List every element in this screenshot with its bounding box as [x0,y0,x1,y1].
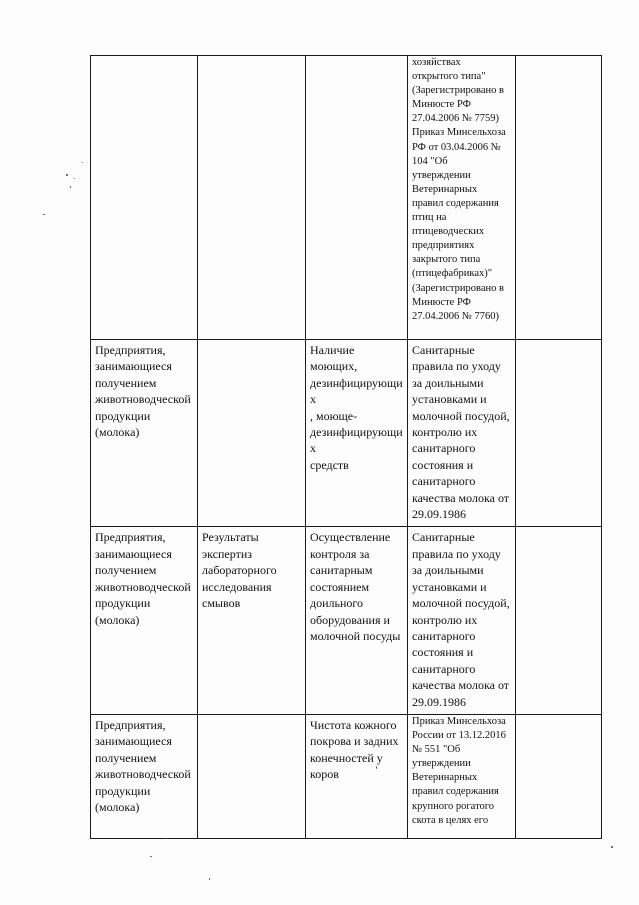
scan-speck [611,846,613,848]
regulation-table [90,55,602,839]
regulation-cell: Санитарные правила по уходу за доильными установками и молочной посудой, контролю их санитарного состояния и санитарного качества молока от 29.09.1986 [408,340,516,527]
table-row [91,340,602,527]
scan-speck [66,174,68,176]
empty-cell [516,527,602,714]
control-subject-cell: Наличие моющих, дезинфицирующих , моюще- дезинфицирующих средств [306,340,408,527]
regulation-cell: хозяйствах открытого типа" (Зарегистрировано в Минюсте РФ 27.04.2006 № 7759) Приказ Минсельхоза РФ от 03.04.2006 № 104 "Об утверждении Ветеринарных правил содержания птиц на птицеводческих предприятиях закрытого типа (птицефабриках)" (Зарегистрировано в Минюсте РФ 27.04.2006 № 7760) [408,56,516,340]
scan-speck [70,186,71,188]
empty-cell [516,56,602,340]
enterprise-cell: Предприятия, занимающиеся получением животноводческой продукции (молока) [91,340,198,527]
empty-cell [516,714,602,838]
results-cell: Результаты экспертиз лабораторного исследования смывов [198,527,306,714]
table-row [91,56,602,340]
scan-speck [209,878,210,880]
regulation-cell: Приказ Минсельхоза России от 13.12.2016 № 551 "Об утверждении Ветеринарных правил содержания крупного рогатого скота в целях его [408,714,516,838]
scan-speck [150,856,152,857]
results-cell [198,56,306,340]
enterprise-cell: Предприятия, занимающиеся получением животноводческой продукции (молока) [91,714,198,838]
scan-speck [43,214,45,215]
scan-speck [376,766,377,769]
enterprise-cell: Предприятия, занимающиеся получением животноводческой продукции (молока) [91,527,198,714]
enterprise-cell [91,56,198,340]
control-subject-cell [306,56,408,340]
scan-speck [166,838,168,839]
table-row [91,714,602,838]
control-subject-cell: Чистота кожного покрова и задних конечностей у коров [306,714,408,838]
empty-cell [516,340,602,527]
results-cell [198,714,306,838]
control-subject-cell: Осуществление контроля за санитарным состоянием доильного оборудования и молочной посуды [306,527,408,714]
scan-speck [74,178,75,179]
scan-speck [82,162,83,163]
table-row [91,527,602,714]
results-cell [198,340,306,527]
regulation-cell: Санитарные правила по уходу за доильными установками и молочной посудой, контролю их санитарного состояния и санитарного качества молока от 29.09.1986 [408,527,516,714]
